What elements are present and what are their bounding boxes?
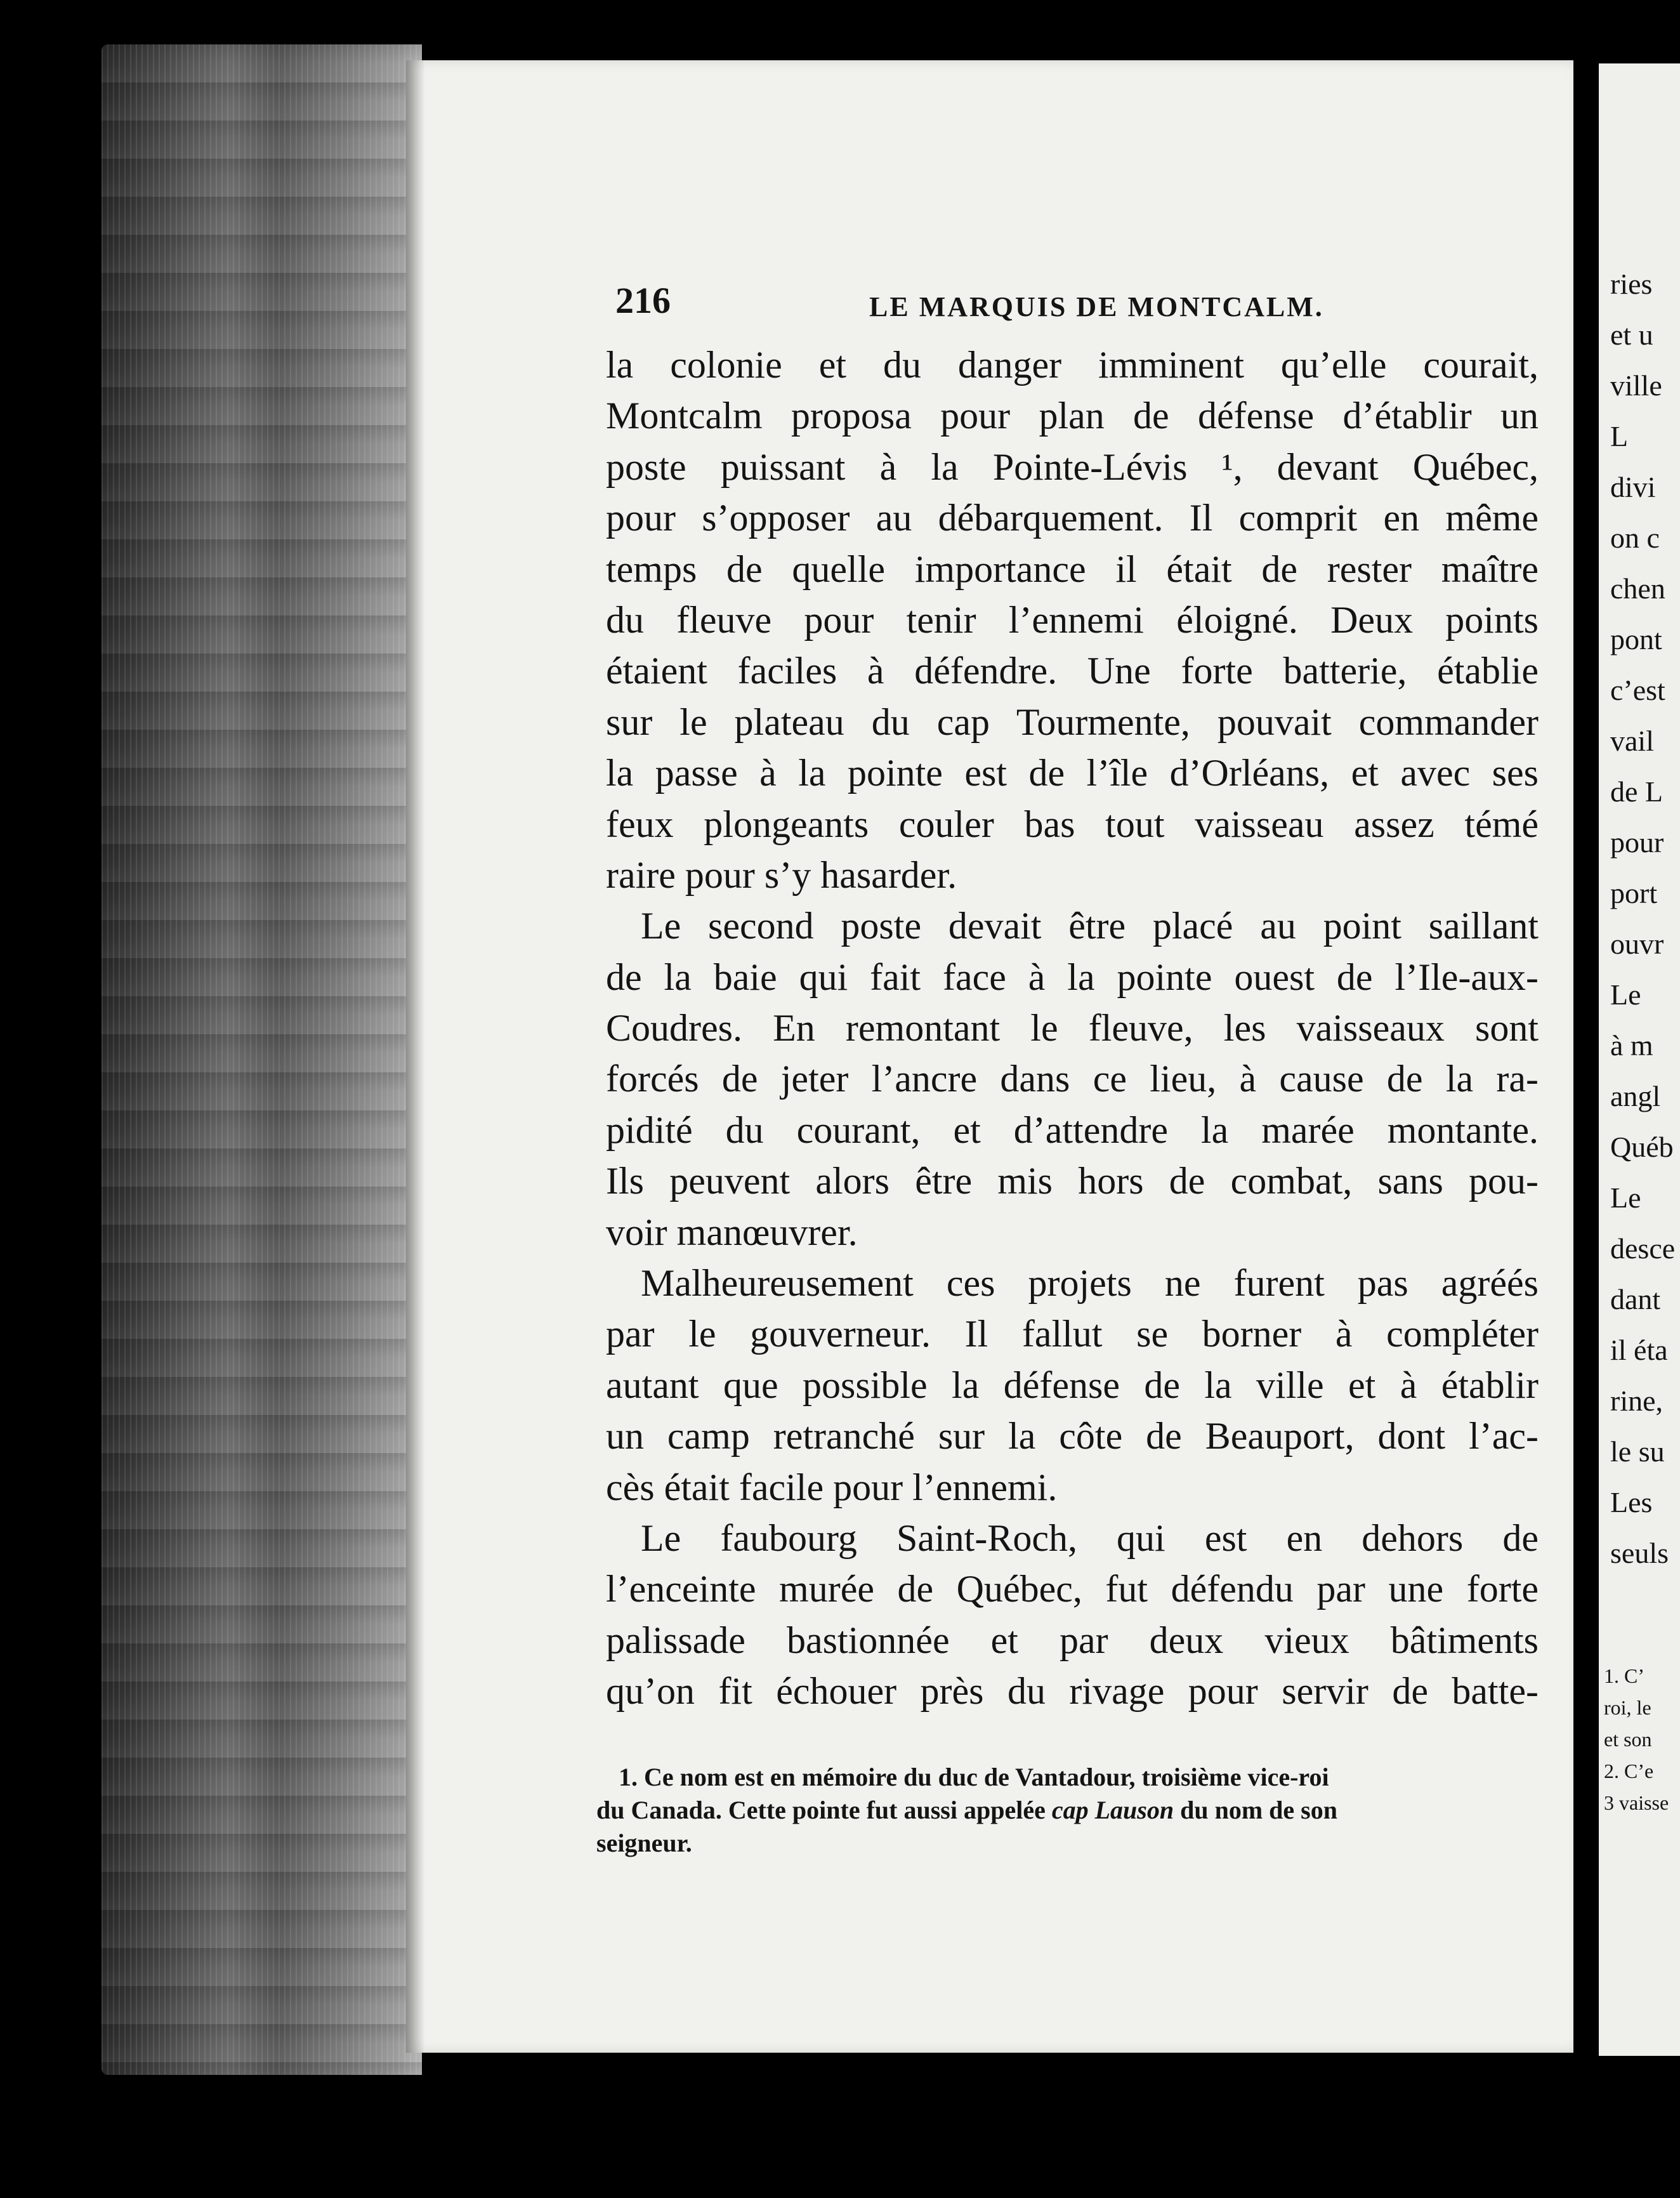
next-page-line: divi xyxy=(1610,471,1656,503)
text-line: Coudres. En remontant le fleuve, les vaisseaux sont xyxy=(606,1007,1539,1050)
next-page-footnote: et son xyxy=(1604,1728,1652,1751)
next-page-line: on c xyxy=(1610,522,1660,554)
next-page-footnote: 2. C’e xyxy=(1604,1760,1654,1782)
body-text xyxy=(606,339,1539,1717)
next-page-fragment xyxy=(1599,63,1680,2056)
next-page-line: de L xyxy=(1610,775,1664,808)
next-page-line: Le xyxy=(1610,1181,1641,1214)
next-page-line: pour xyxy=(1610,826,1664,859)
footnote-text: du Canada. Cette pointe fut aussi appelée xyxy=(596,1796,1052,1824)
page-gutter-shadow xyxy=(406,60,425,2053)
next-page-line: ville xyxy=(1610,369,1662,402)
next-page-line: ouvr xyxy=(1610,928,1664,960)
footnote-line: 1. Ce nom est en mémoire du duc de Vantadour, troisième vice-roi xyxy=(619,1763,1329,1791)
footnote-text: du nom de son xyxy=(1174,1796,1337,1824)
text-line: étaient faciles à défendre. Une forte batterie, établie xyxy=(606,650,1539,692)
next-page-line: Les xyxy=(1610,1486,1653,1518)
book-page-edges xyxy=(102,44,422,2075)
next-page-line: L xyxy=(1610,420,1629,452)
next-page-line: chen xyxy=(1610,572,1665,605)
footnote-line: seigneur. xyxy=(596,1829,692,1857)
next-page-line: desce xyxy=(1610,1232,1676,1265)
next-page-footnote: 1. C’ xyxy=(1604,1664,1644,1687)
text-line: cès était facile pour l’ennemi. xyxy=(606,1466,1058,1508)
text-line: temps de quelle importance il était de rester maître xyxy=(606,548,1539,590)
next-page-line: c’est xyxy=(1610,674,1665,706)
footnote-italic: cap Lauson xyxy=(1051,1796,1174,1824)
text-line: raire pour s’y hasarder. xyxy=(606,853,957,896)
next-page-line: il éta xyxy=(1610,1334,1668,1366)
next-page-line: le su xyxy=(1610,1435,1665,1468)
text-line: Le faubourg Saint-Roch, qui est en dehors de xyxy=(641,1517,1539,1559)
text-line: pidité du courant, et d’attendre la marée montante. xyxy=(606,1109,1539,1151)
text-line: sur le plateau du cap Tourmente, pouvait commander xyxy=(606,701,1539,743)
text-line: qu’on fit échouer près du rivage pour servir de batte- xyxy=(606,1670,1539,1713)
page-number: 216 xyxy=(615,280,671,321)
text-line: palissade bastionnée et par deux vieux bâtiments xyxy=(606,1619,1539,1661)
next-page-footnote: roi, le xyxy=(1604,1696,1651,1719)
text-line: Ils peuvent alors être mis hors de combat, sans pou- xyxy=(606,1160,1539,1202)
text-line: un camp retranché sur la côte de Beauport, dont l’ac- xyxy=(606,1415,1539,1458)
text-line: Montcalm proposa pour plan de défense d’établir un xyxy=(606,395,1539,437)
text-line: pour s’opposer au débarquement. Il comprit en même xyxy=(606,497,1539,539)
next-page-line: rine, xyxy=(1610,1385,1664,1417)
next-page-line: pont xyxy=(1610,623,1662,655)
text-line: la passe à la pointe est de l’île d’Orléans, et avec ses xyxy=(606,752,1539,794)
text-line: forcés de jeter l’ancre dans ce lieu, à cause de la ra- xyxy=(606,1058,1539,1100)
text-line: l’enceinte murée de Québec, fut défendu par une forte xyxy=(606,1568,1539,1610)
next-page-line: dant xyxy=(1610,1283,1661,1315)
text-line: voir manœuvrer. xyxy=(606,1211,858,1253)
text-line: poste puissant à la Pointe-Lévis ¹, devant Québec, xyxy=(606,445,1539,488)
text-line: la colonie et du danger imminent qu’elle courait, xyxy=(606,344,1539,386)
text-line: Le second poste devait être placé au point saillant xyxy=(641,905,1539,947)
next-page-line: angl xyxy=(1610,1080,1661,1112)
next-page-line: et u xyxy=(1610,319,1653,351)
text-line: du fleuve pour tenir l’ennemi éloigné. Deux points xyxy=(606,598,1539,641)
running-head: LE MARQUIS DE MONTCALM. xyxy=(869,291,1324,322)
next-page-footnote: 3 vaisse xyxy=(1604,1791,1669,1814)
page-header xyxy=(406,279,1573,330)
text-line: Malheureusement ces projets ne furent pas agréés xyxy=(641,1262,1539,1305)
next-page-line: Le xyxy=(1610,978,1641,1011)
next-page-line: ries xyxy=(1610,268,1653,300)
text-line: par le gouverneur. Il fallut se borner à compléter xyxy=(606,1313,1539,1355)
text-line: autant que possible la défense de la ville et à établir xyxy=(606,1364,1539,1406)
next-page-line: Québ xyxy=(1610,1131,1674,1163)
next-page-line: port xyxy=(1610,877,1658,909)
footnote-line xyxy=(596,1794,1542,1827)
text-line: feux plongeants couler bas tout vaisseau assez témé xyxy=(606,803,1539,845)
next-page-line: à m xyxy=(1610,1029,1653,1062)
footnotes xyxy=(596,1761,1542,1860)
next-page-line: vail xyxy=(1610,725,1654,757)
next-page-line: seuls xyxy=(1610,1537,1669,1569)
text-line: de la baie qui fait face à la pointe ouest de l’Ile-aux- xyxy=(606,956,1539,998)
book-page xyxy=(406,60,1573,2053)
